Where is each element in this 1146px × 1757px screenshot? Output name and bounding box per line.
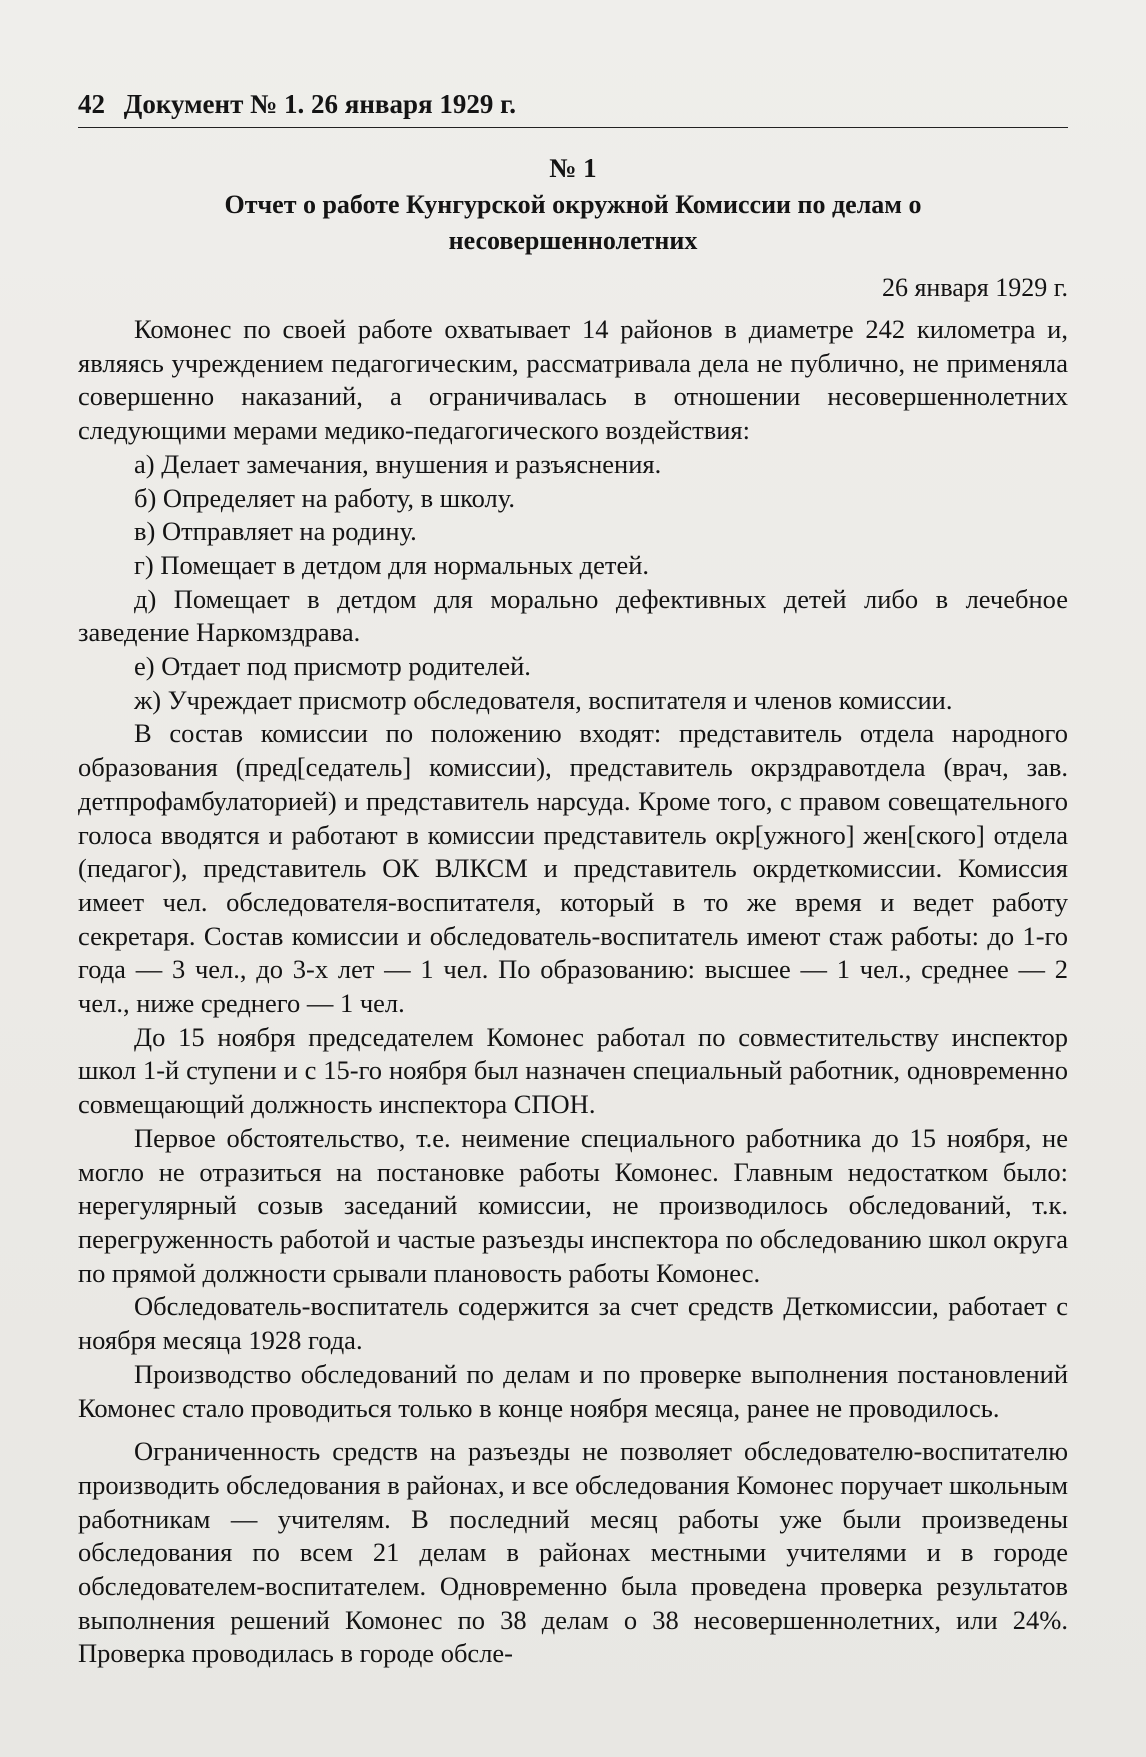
document-date: 26 января 1929 г. bbox=[881, 273, 1068, 302]
list-item: д) Помещает в детдом для морально дефективных детей либо в лечебное заведение Наркомздрава. bbox=[78, 583, 1068, 648]
running-header bbox=[78, 84, 1068, 124]
header-divider bbox=[78, 127, 1068, 128]
list-item: а) Делает замечания, внушения и разъяснения. bbox=[134, 448, 662, 479]
list-item: ж) Учреждает присмотр обследователя, воспитателя и членов комиссии. bbox=[134, 684, 953, 715]
running-title: Документ № 1. 26 января 1929 г. bbox=[123, 89, 517, 119]
paragraph: Ограниченность средств на разъезды не позволяет обследователю-воспитателю производить обследования в районах, и все обследования Комонес поручает школьным работникам — учителям. В последний месяц работы уже были произведены обследования по всем 21 делам в районах местными учителями и в городе обследователем-воспитателем. Одновременно была проведена проверка результатов выполнения решений Комонес по 38 делам о 38 несовершеннолетних, или 24%. Проверка проводилась в городе обсле- bbox=[78, 1436, 1068, 1669]
document-title: Отчет о работе Кунгурской окружной Комиссии по делам о несовершеннолетних bbox=[224, 190, 922, 255]
paragraph: Комонес по своей работе охватывает 14 районов в диаметре 242 километра и, являясь учреждением педагогическим, рассматривала дела не публично, не применяла совершенно наказаний, а ограничивалась в отношении несовершеннолетних следующими мерами медико-педагогического воздействия: bbox=[78, 314, 1068, 446]
list-item: б) Определяет на работу, в школу. bbox=[134, 482, 516, 513]
page-number: 42 bbox=[78, 89, 105, 119]
document-number: № 1 bbox=[549, 153, 597, 183]
paragraph: Обследователь-воспитатель содержится за счет средств Деткомиссии, работает с ноября месяца 1928 года. bbox=[78, 1291, 1068, 1356]
list-item: г) Помещает в детдом для нормальных детей. bbox=[134, 549, 650, 580]
paragraph: Первое обстоятельство, т.е. неимение специального работника до 15 ноября, не могло не отразиться на постановке работы Комонес. Главным недостатком было: нерегулярный созыв заседаний комиссии, не производилось обследований, т.к. перегруженность работой и частые разъезды инспектора по обследованию школ округа по прямой должности срывали плановость работы Комонес. bbox=[78, 1122, 1068, 1288]
list-item: в) Отправляет на родину. bbox=[134, 516, 417, 547]
paragraph: В состав комиссии по положению входят: представитель отдела народного образования (пред[седатель] комиссии), представитель окрздравотдела (врач, зав. детпрофамбулаторией) и представитель нарсуда. Кроме того, с правом совещательного голоса вводятся и работают в комиссии представитель окр[ужного] жен[ского] отдела (педагог), представитель ОК ВЛКСМ и представитель окрдеткомиссии. Комиссия имеет чел. обследователя-воспитателя, который в то же время и ведет работу секретаря. Состав комиссии и обследователь-воспитатель имеют стаж работы: до 1-го года — 3 чел., до 3-х лет — 1 чел. По образованию: высшее — 1 чел., среднее — 2 чел., ниже среднего — 1 чел. bbox=[78, 718, 1068, 1019]
paragraph: До 15 ноября председателем Комонес работал по совместительству инспектор школ 1-й ступени и с 15-го ноября был назначен специальный работник, одновременно совмещающий должность инспектора СПОН. bbox=[78, 1021, 1068, 1120]
paragraph: Производство обследований по делам и по проверке выполнения постановлений Комонес стало проводиться только в конце ноября месяца, ранее не проводилось. bbox=[78, 1358, 1068, 1423]
document-body bbox=[78, 313, 1068, 1671]
list-item: е) Отдает под присмотр родителей. bbox=[134, 651, 531, 682]
